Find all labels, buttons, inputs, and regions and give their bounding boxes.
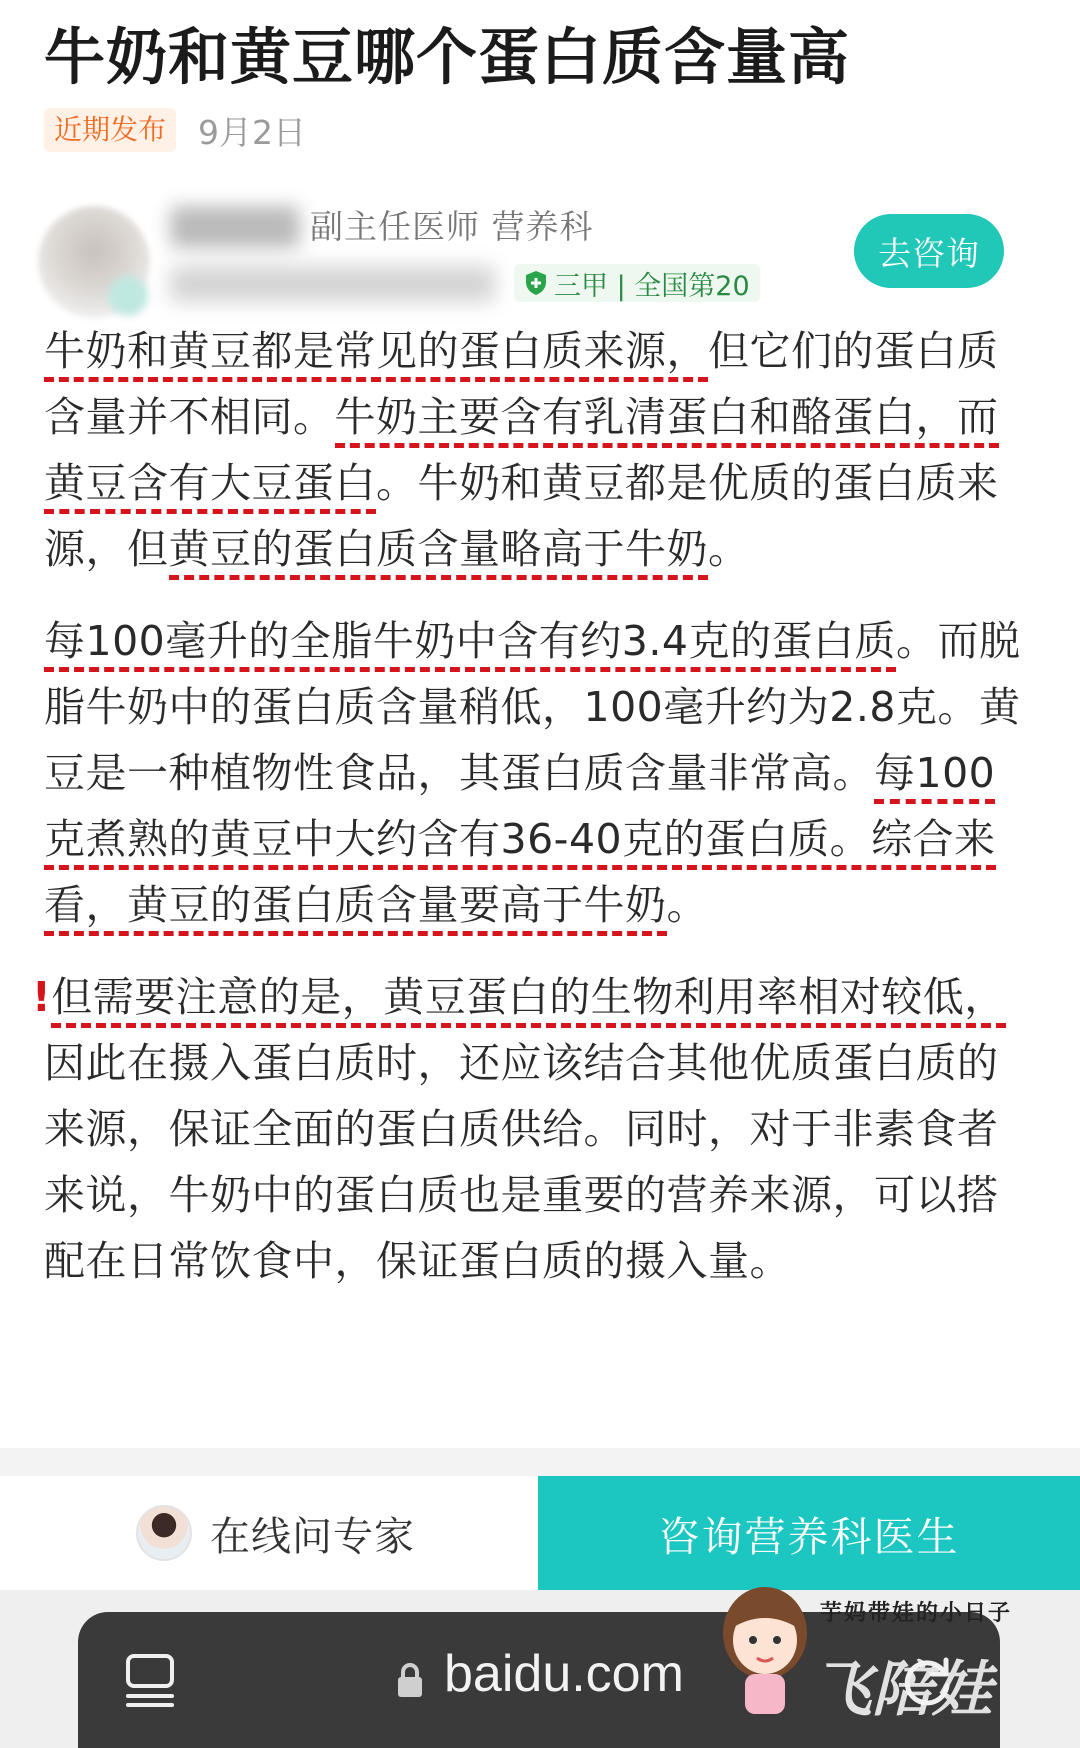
expert-avatar	[136, 1505, 192, 1561]
body-text: 但它们的蛋白质含量并不相同。	[44, 327, 999, 441]
underlined-text: 每100毫升的全脂牛奶中含有约3.4克的蛋白质	[44, 617, 896, 672]
paragraph-3	[32, 964, 1034, 1294]
doctor-card	[38, 196, 1048, 316]
recent-tag: 近期发布	[44, 108, 176, 152]
underlined-text: 每100克煮熟的黄豆中大约含有36-40克的蛋白质。综合来看，黄豆的蛋白质含量要高于牛奶	[44, 749, 996, 936]
article-meta	[44, 108, 306, 152]
shield-plus-icon	[524, 270, 548, 296]
doctor-name-blurred	[170, 206, 300, 248]
underlined-text: 但需要注意的是，黄豆蛋白的生物利用率相对较低，	[51, 973, 1006, 1028]
ask-expert-label: 在线问专家	[210, 1513, 415, 1560]
exclamation-mark: !	[32, 973, 52, 1021]
body-text: 。而脱脂牛奶中的蛋白质含量稍低，100毫升约为2.8克。黄豆是一种植物性食品，其蛋白质含量非常高。	[44, 617, 1021, 797]
hospital-rank-badge	[514, 264, 760, 302]
ask-expert-button[interactable]	[136, 1476, 415, 1590]
body-text: 。牛奶和黄豆都是优质的蛋白质来源，但	[44, 459, 999, 573]
lock-icon	[396, 1662, 424, 1698]
hospital-name-blurred	[170, 266, 495, 302]
article-title: 牛奶和黄豆哪个蛋白质含量高	[44, 22, 851, 93]
underlined-text: 牛奶主要含有乳清蛋白和酪蛋白，而黄豆含有大豆蛋白	[44, 393, 999, 514]
consult-nutrition-button[interactable]: 咨询营养科医生	[538, 1476, 1080, 1590]
paragraph-2	[44, 608, 1034, 938]
watermark	[690, 1578, 1070, 1748]
underlined-text: 牛奶和黄豆都是常见的蛋白质来源，	[44, 327, 708, 382]
body-text: 。	[666, 881, 708, 929]
article-body	[32, 318, 1034, 1320]
watermark-caption: 芋妈带娃的小日子	[820, 1601, 1013, 1626]
hospital-rank-text: 三甲 | 全国第20	[554, 270, 750, 302]
verified-badge-icon	[108, 276, 148, 316]
body-text: 。	[708, 525, 750, 573]
watermark-title: 飞陪娃	[812, 1655, 992, 1725]
underlined-text: 黄豆的蛋白质含量略高于牛奶	[169, 525, 709, 580]
url-text[interactable]: baidu.com	[444, 1645, 684, 1703]
body-text: 因此在摄入蛋白质时，还应该结合其他优质蛋白质的来源，保证全面的蛋白质供给。同时，对于非素食者来说，牛奶中的蛋白质也是重要的营养来源，可以搭配在日常饮食中，保证蛋白质的摄入量。	[44, 1039, 999, 1285]
doctor-role: 副主任医师 营养科	[310, 207, 594, 246]
paragraph-1	[44, 318, 1034, 582]
section-divider	[0, 1448, 1080, 1476]
cartoon-girl-icon	[710, 1578, 820, 1728]
tabs-icon[interactable]	[124, 1652, 176, 1708]
consult-button[interactable]: 去咨询	[854, 214, 1004, 288]
publish-date: 9月2日	[198, 112, 307, 152]
bottom-action-bar	[0, 1476, 1080, 1590]
